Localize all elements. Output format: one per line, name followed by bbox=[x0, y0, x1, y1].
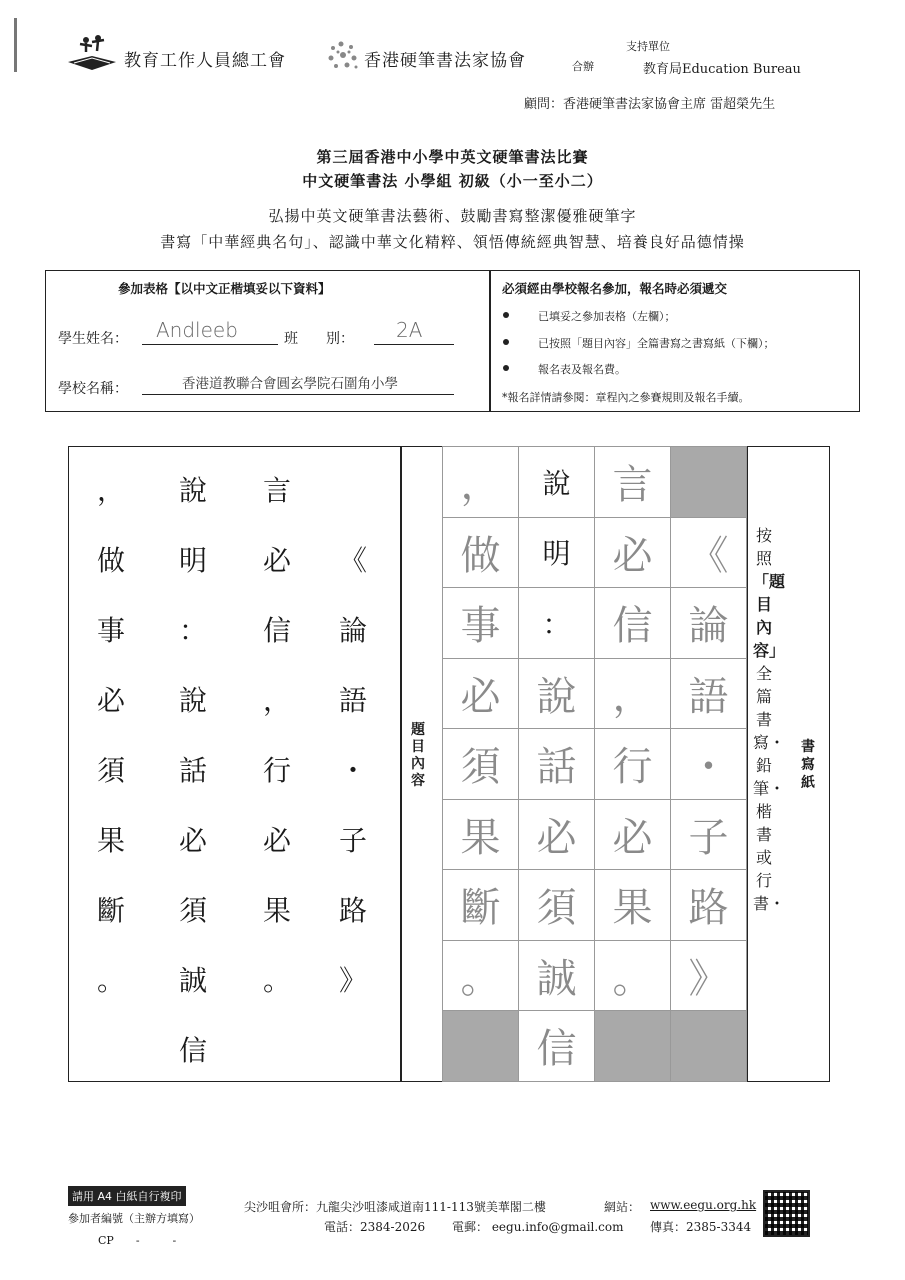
grid-cell[interactable]: 必 bbox=[595, 800, 671, 871]
passage-char: 。 bbox=[262, 964, 291, 997]
passage-char: 信 bbox=[262, 614, 291, 647]
grid-cell[interactable]: 斷 bbox=[443, 870, 519, 941]
passage-char: ， bbox=[96, 474, 125, 507]
grid-cell[interactable]: 信 bbox=[519, 1011, 595, 1082]
grid-cell-shaded bbox=[671, 1011, 747, 1082]
passage-char: ・ bbox=[338, 754, 367, 787]
passage-column-2 bbox=[242, 456, 312, 1016]
writing-paper-label: 書寫紙 bbox=[801, 739, 815, 791]
grid-cell[interactable]: 言 bbox=[595, 447, 671, 518]
entry-form-divider bbox=[489, 270, 491, 412]
passage-char: 必 bbox=[262, 824, 291, 857]
passage-char: 事 bbox=[96, 614, 125, 647]
passage-char: 《 bbox=[338, 544, 367, 577]
scan-edge-mark bbox=[14, 18, 17, 72]
passage-char: 路 bbox=[338, 894, 367, 927]
pen-calligraphy-logo-icon bbox=[325, 38, 361, 72]
passage-char: 語 bbox=[338, 684, 367, 717]
entrant-number-label: 參加者編號（主辦方填寫） bbox=[68, 1212, 200, 1225]
grid-cell[interactable]: 必 bbox=[595, 518, 671, 589]
advisor-line: 顧問：香港硬筆書法家協會主席 雷超榮先生 bbox=[524, 97, 776, 112]
grid-cell-shaded bbox=[443, 1011, 519, 1082]
passage-char: 子 bbox=[338, 824, 367, 857]
passage-char: 行 bbox=[262, 754, 291, 787]
requirements-note: *報名詳情請參閱：章程內之參賽規則及報名手續。 bbox=[502, 391, 750, 404]
grid-cell[interactable]: 話 bbox=[519, 729, 595, 800]
instruction-bold: 「題目內容」 bbox=[753, 572, 786, 660]
requirements-heading: 必須經由學校報名參加，報名時必須遞交 bbox=[502, 281, 728, 296]
co-organize-label: 合辦 bbox=[572, 60, 594, 73]
grid-cell[interactable]: 須 bbox=[443, 729, 519, 800]
form-heading: 參加表格【以中文正楷填妥以下資料】 bbox=[118, 281, 331, 296]
requirement-item-1: 已填妥之參加表格（左欄）； bbox=[538, 310, 676, 323]
passage-char: 須 bbox=[178, 894, 207, 927]
school-name-field[interactable] bbox=[142, 372, 454, 395]
bullet-icon bbox=[503, 339, 509, 345]
student-name-value: Andleeb bbox=[156, 318, 238, 342]
grid-cell[interactable]: 必 bbox=[519, 800, 595, 871]
class-label: 班 別： bbox=[284, 331, 354, 347]
grid-cell[interactable]: 說 bbox=[519, 659, 595, 730]
school-name-label: 學校名稱： bbox=[58, 381, 128, 397]
passage-char: ， bbox=[262, 684, 291, 717]
grid-cell[interactable]: 語 bbox=[671, 659, 747, 730]
passage-divider bbox=[400, 446, 402, 1082]
grid-cell[interactable]: 誠 bbox=[519, 941, 595, 1012]
passage-char: 果 bbox=[96, 824, 125, 857]
grid-cell[interactable]: 須 bbox=[519, 870, 595, 941]
passage-char: ： bbox=[178, 614, 207, 647]
motto-line-1: 弘揚中英文硬筆書法藝術、鼓勵書寫整潔優雅硬筆字 bbox=[268, 207, 637, 225]
grid-cell[interactable]: ， bbox=[443, 447, 519, 518]
grid-cell[interactable]: 《 bbox=[671, 518, 747, 589]
grid-cell[interactable]: 果 bbox=[443, 800, 519, 871]
category-title: 中文硬筆書法 小學組 初級（小一至小二） bbox=[302, 172, 603, 190]
class-value: 2A bbox=[396, 318, 423, 342]
passage-column-3 bbox=[158, 456, 228, 1086]
grid-cell[interactable]: 必 bbox=[443, 659, 519, 730]
grid-cell[interactable]: 說 bbox=[519, 447, 595, 518]
grid-cell[interactable]: 》 bbox=[671, 941, 747, 1012]
requirement-item-2: 已按照「題目內容」全篇書寫之書寫紙（下欄）； bbox=[538, 337, 775, 350]
org1-name: 教育工作人員總工會 bbox=[124, 51, 286, 71]
motto-line-2: 書寫「中華經典名句」、認識中華文化精粹、領悟傳統經典智慧、培養良好品德情操 bbox=[160, 233, 745, 251]
footer-address: 尖沙咀會所：九龍尖沙咀漆咸道南111-113號美華閣二樓 bbox=[244, 1200, 546, 1214]
grid-cell[interactable]: ， bbox=[595, 659, 671, 730]
passage-char: 果 bbox=[262, 894, 291, 927]
student-name-label: 學生姓名： bbox=[58, 331, 128, 347]
grid-cell[interactable]: 。 bbox=[595, 941, 671, 1012]
grid-cell[interactable]: ・ bbox=[671, 729, 747, 800]
passage-char: 論 bbox=[338, 614, 367, 647]
passage-char: 》 bbox=[338, 964, 367, 997]
org2-name: 香港硬筆書法家協會 bbox=[364, 51, 526, 71]
passage-char: 必 bbox=[96, 684, 125, 717]
grid-cell[interactable]: 做 bbox=[443, 518, 519, 589]
grid-cell[interactable]: 路 bbox=[671, 870, 747, 941]
passage-column-4 bbox=[76, 456, 146, 1016]
grid-cell[interactable]: 果 bbox=[595, 870, 671, 941]
writing-instruction bbox=[753, 524, 786, 915]
passage-char: 信 bbox=[178, 1034, 207, 1067]
passage-side-label: 題目內容 bbox=[411, 722, 425, 789]
passage-char: 明 bbox=[178, 544, 207, 577]
passage-char: 話 bbox=[178, 754, 207, 787]
grid-cell[interactable]: 事 bbox=[443, 588, 519, 659]
competition-title: 第三屆香港中小學中英文硬筆書法比賽 bbox=[316, 148, 589, 166]
bullet-icon bbox=[503, 365, 509, 371]
passage-char: 須 bbox=[96, 754, 125, 787]
eegu-logo-icon bbox=[66, 32, 118, 72]
passage-char: 斷 bbox=[96, 894, 125, 927]
qr-code-icon bbox=[763, 1190, 810, 1237]
grid-cell[interactable]: 。 bbox=[443, 941, 519, 1012]
passage-char: 說 bbox=[178, 474, 207, 507]
passage-char: 誠 bbox=[178, 964, 207, 997]
passage-char: 言 bbox=[262, 474, 291, 507]
grid-cell[interactable]: 明 bbox=[519, 518, 595, 589]
passage-char: 說 bbox=[178, 684, 207, 717]
passage-column-1 bbox=[318, 526, 388, 1016]
footer-email: 電郵： eegu.info@gmail.com bbox=[452, 1220, 624, 1234]
footer-phone: 電話：2384-2026 bbox=[324, 1220, 426, 1234]
class-field[interactable] bbox=[374, 318, 454, 345]
passage-char: 。 bbox=[96, 964, 125, 997]
support-org: 教育局Education Bureau bbox=[643, 62, 801, 77]
footer-fax: 傳真：2385-3344 bbox=[650, 1220, 752, 1234]
passage-char: 必 bbox=[262, 544, 291, 577]
footer-website-link[interactable]: www.eegu.org.hk bbox=[650, 1198, 757, 1212]
entrant-number-value: CP - - bbox=[98, 1234, 177, 1247]
grid-cell[interactable]: ： bbox=[519, 588, 595, 659]
student-name-field[interactable] bbox=[142, 318, 278, 345]
passage-char: 必 bbox=[178, 824, 207, 857]
writing-grid bbox=[442, 446, 747, 1082]
grid-cell[interactable]: 論 bbox=[671, 588, 747, 659]
bullet-icon bbox=[503, 312, 509, 318]
grid-cell[interactable]: 子 bbox=[671, 800, 747, 871]
grid-cell[interactable]: 行 bbox=[595, 729, 671, 800]
instruction-pre: 按照 bbox=[755, 526, 772, 568]
footer-website-label: 網站： bbox=[604, 1200, 641, 1214]
grid-cell-shaded bbox=[595, 1011, 671, 1082]
instruction-post: 全篇書寫・鉛筆・楷書或行書・ bbox=[753, 664, 786, 913]
school-name-value: 香港道教聯合會圓玄學院石圍角小學 bbox=[182, 376, 398, 392]
grid-cell-shaded bbox=[671, 447, 747, 518]
passage-char: 做 bbox=[96, 544, 125, 577]
a4-copy-note: 請用 A4 白紙自行複印 bbox=[68, 1186, 186, 1206]
requirement-item-3: 報名表及報名費。 bbox=[538, 363, 626, 376]
support-label: 支持單位 bbox=[626, 40, 670, 53]
grid-cell[interactable]: 信 bbox=[595, 588, 671, 659]
